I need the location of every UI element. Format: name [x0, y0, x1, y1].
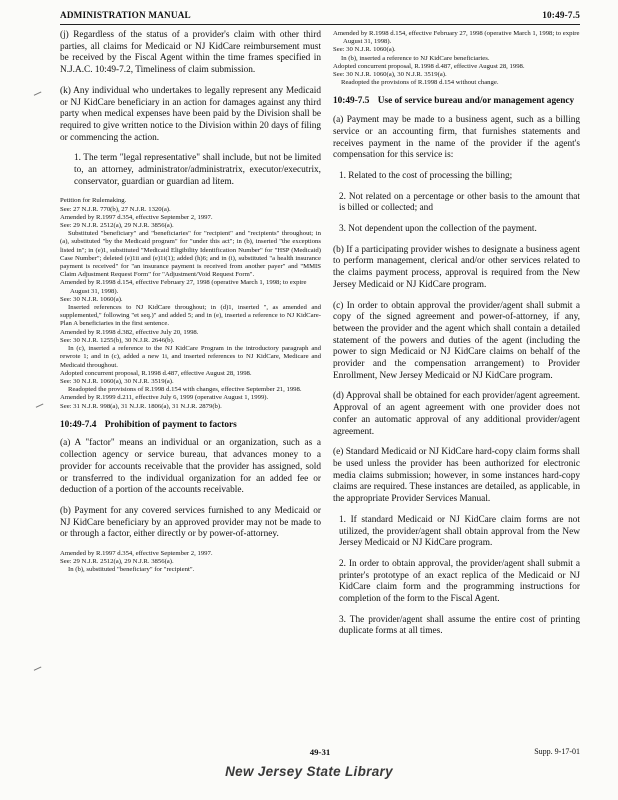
list-item: 2. In order to obtain approval, the provider/agent shall submit a printer's prototype of an exact replica of the Medicaid or NJ KidCare claim form and the programming instructions for completion of the form to the Fiscal Agent. [339, 558, 580, 605]
page-number: 49-31 [309, 747, 331, 757]
history-note: Adopted concurrent proposal, R.1998 d.487, effective August 28, 1998. [333, 62, 525, 70]
history-note: Amended by R.1999 d.211, effective July 6, 1999 (operative August 1, 1999). [60, 394, 269, 402]
section-number: 10:49-7.5 [333, 96, 370, 107]
paragraph-75e: (e) Standard Medicaid or NJ KidCare hard-copy claim forms shall be used unless the provider has been authorized for electronic media claims submission; however, in some instances hard-copy claims are required. These instances are detailed, as applicable, in the appropriate Provider Services Manual. [333, 447, 580, 505]
history-note: Amended by R.1997 d.354, effective September 2, 1997. [60, 550, 213, 558]
history-note: In (b), inserted a reference to NJ KidCare beneficiaries. [341, 54, 490, 62]
history-note: See: 30 N.J.R. 1060(a), 30 N.J.R. 3519(a). [60, 377, 174, 385]
list-item: 3. Not dependent upon the collection of the payment. [339, 224, 537, 235]
list-item: 2. Not related on a percentage or other basis to the amount that is billed or collected; and [339, 191, 580, 214]
paragraph-75d: (d) Approval shall be obtained for each provider/agent agreement. Approval of an agent agreement with one provider does not confer an automatic approval of any additional provider/agent agreement. [333, 391, 580, 437]
history-note: See: 30 N.J.R. 1060(a). [60, 295, 123, 303]
margin-mark [34, 666, 43, 672]
history-note: Amended by R.1998 d.154, effective February 27, 1998 (operative March 1, 1998; to expire August 31, 1998). [60, 279, 307, 295]
header-section: 10:49-7.5 [542, 10, 580, 20]
history-note: Adopted concurrent proposal, R.1998 d.487, effective August 28, 1998. [60, 369, 252, 377]
page-footer [60, 747, 580, 761]
left-column [60, 30, 321, 584]
paragraph-75a: (a) Payment may be made to a business agent, such as a billing service or an accounting firm, that furnishes statements and receives payment in the name of the provider if the agent's compensation for this service is: [333, 115, 580, 161]
paragraph-k: (k) Any individual who undertakes to legally represent any Medicaid or NJ KidCare beneficiary in an action for damages against any third party when medical expenses have been paid by the Division shall be required to give written notice to the Division within 20 days of filing or commencing the action. [60, 85, 321, 143]
history-note: Amended by R.1998 d.382, effective July 20, 1998. [60, 328, 199, 336]
history-note: See: 31 N.J.R. 998(a), 31 N.J.R. 1806(a), 31 N.J.R. 2879(b). [60, 402, 222, 410]
history-note: Inserted references to NJ KidCare throughout; in (d)1, inserted ", as amended and supplemented," following "et seq.)" and added 5; and in (e), inserted a reference to NJ KidCare-Plan A beneficiaries in the first sentence. [60, 304, 321, 328]
history-note: See: 30 N.J.R. 1060(a), 30 N.J.R. 3519(a). [333, 71, 447, 79]
history-note: Amended by R.1997 d.354, effective September 2, 1997. [60, 213, 213, 221]
paragraph-74b: (b) Payment for any covered services furnished to any Medicaid or NJ KidCare beneficiary by an approved provider may not be made to or through a factor, either directly or by power-of-attorney. [60, 505, 321, 540]
paragraph-j: (j) Regardless of the status of a provider's claim with other third parties, all claims for Medicaid or NJ KidCare reimbursement must be received by the Fiscal Agent within the time frames specified in N.J.A.C. 10:49-7.2, Timeliness of claim submission. [60, 30, 321, 76]
list-item: 1. If standard Medicaid or NJ KidCare claim forms are not utilized, the provider/agent shall obtain approval from the New Jersey Medicaid or NJ KidCare program. [339, 514, 580, 549]
paragraph-k1: 1. The term "legal representative" shall include, but not be limited to, an attorney, administrator/administratrix, executor/executrix, conservator, guardian or guardian ad litem. [74, 153, 321, 187]
paragraph-75b: (b) If a participating provider wishes to designate a business agent to perform management, clerical and/or other services related to the claims payment process, approval is required from the New Jersey Medicaid or NJ KidCare program. [333, 244, 580, 290]
margin-mark [34, 91, 43, 97]
paragraph-74a: (a) A "factor" means an individual or an organization, such as a collection agency or service bureau, that advances money to a provider for accounts receivable that the provider has assigned, sold or transferred to the individual organization for an added fee or deduction of a portion of the accounts receivable. [60, 438, 321, 496]
section-title: Use of service bureau and/or management agency [377, 96, 575, 107]
list-item: 3. The provider/agent shall assume the entire cost of printing duplicate forms at all times. [339, 614, 580, 637]
right-column [333, 30, 580, 647]
history-note: See: 30 N.J.R. 1060(a). [333, 46, 396, 54]
history-note: Readopted the provisions of R.1998 d.154 with changes, effective September 21, 1998. [68, 386, 302, 394]
history-notes-74 [60, 550, 321, 575]
history-note: Petition for Rulemaking. [60, 197, 127, 205]
history-note: Substituted "beneficiary" and "beneficiaries" for "recipient" and "recipients" throughout; in (a), substituted "by the Medicaid program" for "under this act"; in (b), inserted "the exceptions listed in"; in (e)1, substituted "Medicaid Eligibility Identification Number" for "HSP (Medicaid) Case Number"; deleted (e)1ii and (e)1i(1); added (h)6; and in (i), substituted "a health insurance payment is received" for "an insurance payment is received from another payer" and "MMIS Claim Adjustment Request Form" for "Adjustment/Void Request Form". [60, 230, 321, 279]
history-note: See: 30 N.J.R. 1255(b), 30 N.J.R. 2646(b). [60, 336, 175, 344]
supplement-date: Supp. 9-17-01 [534, 747, 580, 756]
history-note: Amended by R.1998 d.154, effective February 27, 1998 (operative March 1, 1998; to expire August 31, 1998). [333, 30, 580, 46]
section-number: 10:49-7.4 [60, 419, 97, 430]
running-header [60, 10, 580, 24]
history-note: See: 29 N.J.R. 2512(a), 29 N.J.R. 3856(a). [60, 558, 174, 566]
library-stamp: New Jersey State Library [225, 764, 393, 779]
section-heading-7-5 [333, 96, 580, 108]
history-note: See: 27 N.J.R. 770(b), 27 N.J.R. 1320(a). [60, 205, 171, 213]
history-note: In (c), inserted a reference to the NJ KidCare Program in the introductory paragraph and rewrote 1; and in (c), added a new 1i, and inserted references to NJ KidCare, Medicare and Medicaid throughout. [60, 345, 321, 369]
history-note: See: 29 N.J.R. 2512(a), 29 N.J.R. 3856(a). [60, 222, 174, 230]
section-heading-7-4 [60, 420, 321, 432]
header-title: ADMINISTRATION MANUAL [60, 10, 191, 20]
header-rule [60, 24, 580, 25]
history-notes-73 [333, 30, 580, 87]
margin-mark [36, 403, 45, 409]
section-title: Prohibition of payment to factors [104, 419, 237, 430]
history-notes [60, 197, 321, 410]
paragraph-75c: (c) In order to obtain approval the provider/agent shall submit a copy of the signed agreement and power-of-attorney, if any, between the provider and the agent which shall contain a detailed statement of the powers and duties of the agent (including the power to sign Medicaid or NJ KidCare claims on behalf of the provider and the compensation arrangement) to Provider Enrollment, New Jersey Medicaid or NJ KidCare program. [333, 300, 580, 381]
list-item: 1. Related to the cost of processing the billing; [339, 170, 513, 181]
history-note: In (b), substituted "beneficiary" for "recipient". [68, 566, 195, 574]
history-note: Readopted the provisions of R.1998 d.154 without change. [341, 79, 499, 87]
